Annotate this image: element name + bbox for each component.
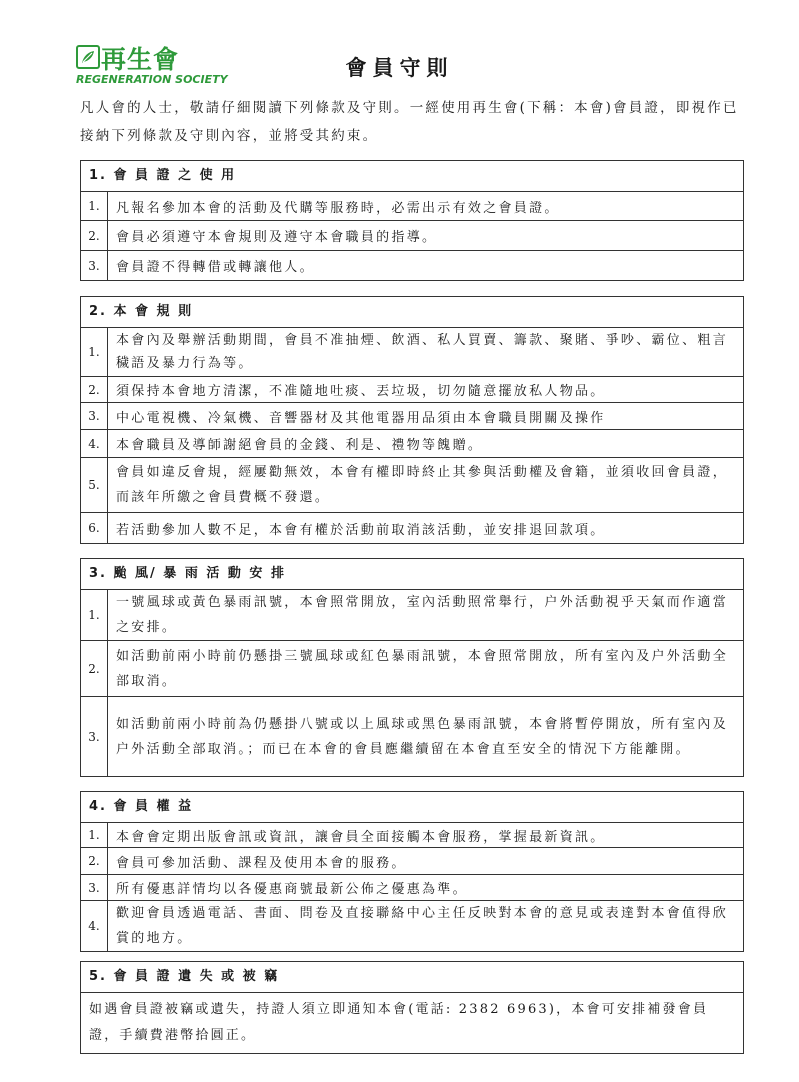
rule-row <box>81 221 743 251</box>
rule-row <box>81 641 743 697</box>
rule-text: 一號風球或黃色暴雨訊號，本會照常開放，室內活動照常舉行，户外活動視乎天氣而作適當之安排。 <box>116 595 729 635</box>
document-title: 會員守則 <box>345 55 454 80</box>
rule-row <box>81 430 743 458</box>
rule-number: 2. <box>81 848 108 874</box>
rule-row <box>81 848 743 875</box>
rule-row <box>81 697 743 776</box>
rule-text: 本會會定期出版會訊或資訊，讓會員全面接觸本會服務，掌握最新資訊。 <box>116 829 606 845</box>
rule-text: 凡報名參加本會的活動及代購等服務時，必需出示有效之會員證。 <box>116 200 560 216</box>
section-member-benefits <box>80 791 744 952</box>
rule-number: 3. <box>81 875 108 900</box>
rule-text: 如活動前兩小時前為仍懸掛八號或以上風球或黑色暴雨訊號，本會將暫停開放，所有室內及户外活動全部取消。；而已在本會的會員應繼續留在本會直至安全的情況下方能離開。 <box>116 716 729 757</box>
rule-row <box>81 823 743 848</box>
section-society-rules <box>80 296 744 544</box>
rule-number: 2. <box>81 641 108 696</box>
rule-text: 須保持本會地方清潔，不准隨地吐痰、丟垃圾，切勿隨意擺放私人物品。 <box>116 384 606 399</box>
section-lost-or-stolen-card <box>80 961 744 1054</box>
rule-text: 若活動參加人數不足，本會有權於活動前取消該活動，並安排退回款項。 <box>116 522 606 538</box>
rule-row <box>81 251 743 280</box>
rule-number: 2. <box>81 221 108 250</box>
rule-number: 1. <box>81 328 108 376</box>
rule-text: 會員必須遵守本會規則及遵守本會職員的指導。 <box>116 230 438 245</box>
rule-number: 3. <box>81 403 108 429</box>
rule-row <box>81 377 743 403</box>
rule-number: 3. <box>81 697 108 776</box>
rule-row <box>81 875 743 901</box>
rule-number: 5. <box>81 458 108 512</box>
intro-paragraph: 凡人會的人士，敬請仔細閱讀下列條款及守則。一經使用再生會(下稱：本會)會員證，即視作已接納下列條款及守則內容，並將受其約束。 <box>80 100 739 144</box>
section-member-card-usage <box>80 160 744 281</box>
rule-row <box>81 590 743 641</box>
rule-text: 中心電視機、冷氣機、音響器材及其他電器用品須由本會職員開關及操作 <box>116 410 606 426</box>
rule-text: 本會內及舉辦活動期間，會員不准抽煙、飲酒、私人買賣、籌款、聚賭、爭吵、霸位、粗言穢語及暴力行為等。 <box>116 333 729 371</box>
rule-text: 如活動前兩小時前仍懸掛三號風球或紅色暴雨訊號，本會照常開放，所有室內及户外活動全部取消。 <box>116 648 729 689</box>
rule-number: 1. <box>81 590 108 640</box>
rule-number: 3. <box>81 251 108 280</box>
rule-text: 所有優惠詳情均以各優惠商號最新公佈之優惠為準。 <box>116 882 468 897</box>
rule-row <box>81 328 743 377</box>
rule-row <box>81 901 743 951</box>
section-heading: 3. 颱 風/ 暴 雨 活 動 安 排 <box>81 559 743 590</box>
rule-text: 會員如違反會規，經屢勸無效，本會有權即時終止其參與活動權及會籍，並須收回會員證，而該年所繳之會員費概不發還。 <box>116 465 729 505</box>
section-typhoon-rainstorm <box>80 558 744 777</box>
section-heading: 2. 本 會 規 則 <box>81 297 743 328</box>
rule-number: 4. <box>81 901 108 951</box>
rule-number: 6. <box>81 513 108 543</box>
logo-name-english: REGENERATION SOCIETY <box>76 73 228 86</box>
rule-number: 1. <box>81 823 108 847</box>
section-heading: 4. 會 員 權 益 <box>81 792 743 823</box>
section-heading: 1. 會 員 證 之 使 用 <box>81 161 743 192</box>
section-heading: 5. 會 員 證 遺 失 或 被 竊 <box>81 962 743 993</box>
rule-number: 1. <box>81 192 108 220</box>
rule-text: 歡迎會員透過電話、書面、問卷及直接聯絡中心主任反映對本會的意見或表達對本會值得欣賞的地方。 <box>116 906 729 946</box>
logo-name-chinese: 再生會 <box>101 45 180 74</box>
rule-number: 4. <box>81 430 108 457</box>
rule-number: 2. <box>81 377 108 402</box>
rule-row <box>81 458 743 513</box>
rule-text: 會員證不得轉借或轉讓他人。 <box>116 260 315 275</box>
rule-text: 會員可參加活動、課程及使用本會的服務。 <box>116 855 407 871</box>
rule-row <box>81 513 743 543</box>
rule-row <box>81 192 743 221</box>
section-body-text: 如遇會員證被竊或遺失，持證人須立即通知本會(電話: 2382 6963)，本會可安排補發會員證，手續費港幣拾圓正。 <box>89 1002 709 1043</box>
rule-row <box>81 403 743 430</box>
rule-text: 本會職員及導師謝絕會員的金錢、利是、禮物等餽贈。 <box>116 438 484 453</box>
